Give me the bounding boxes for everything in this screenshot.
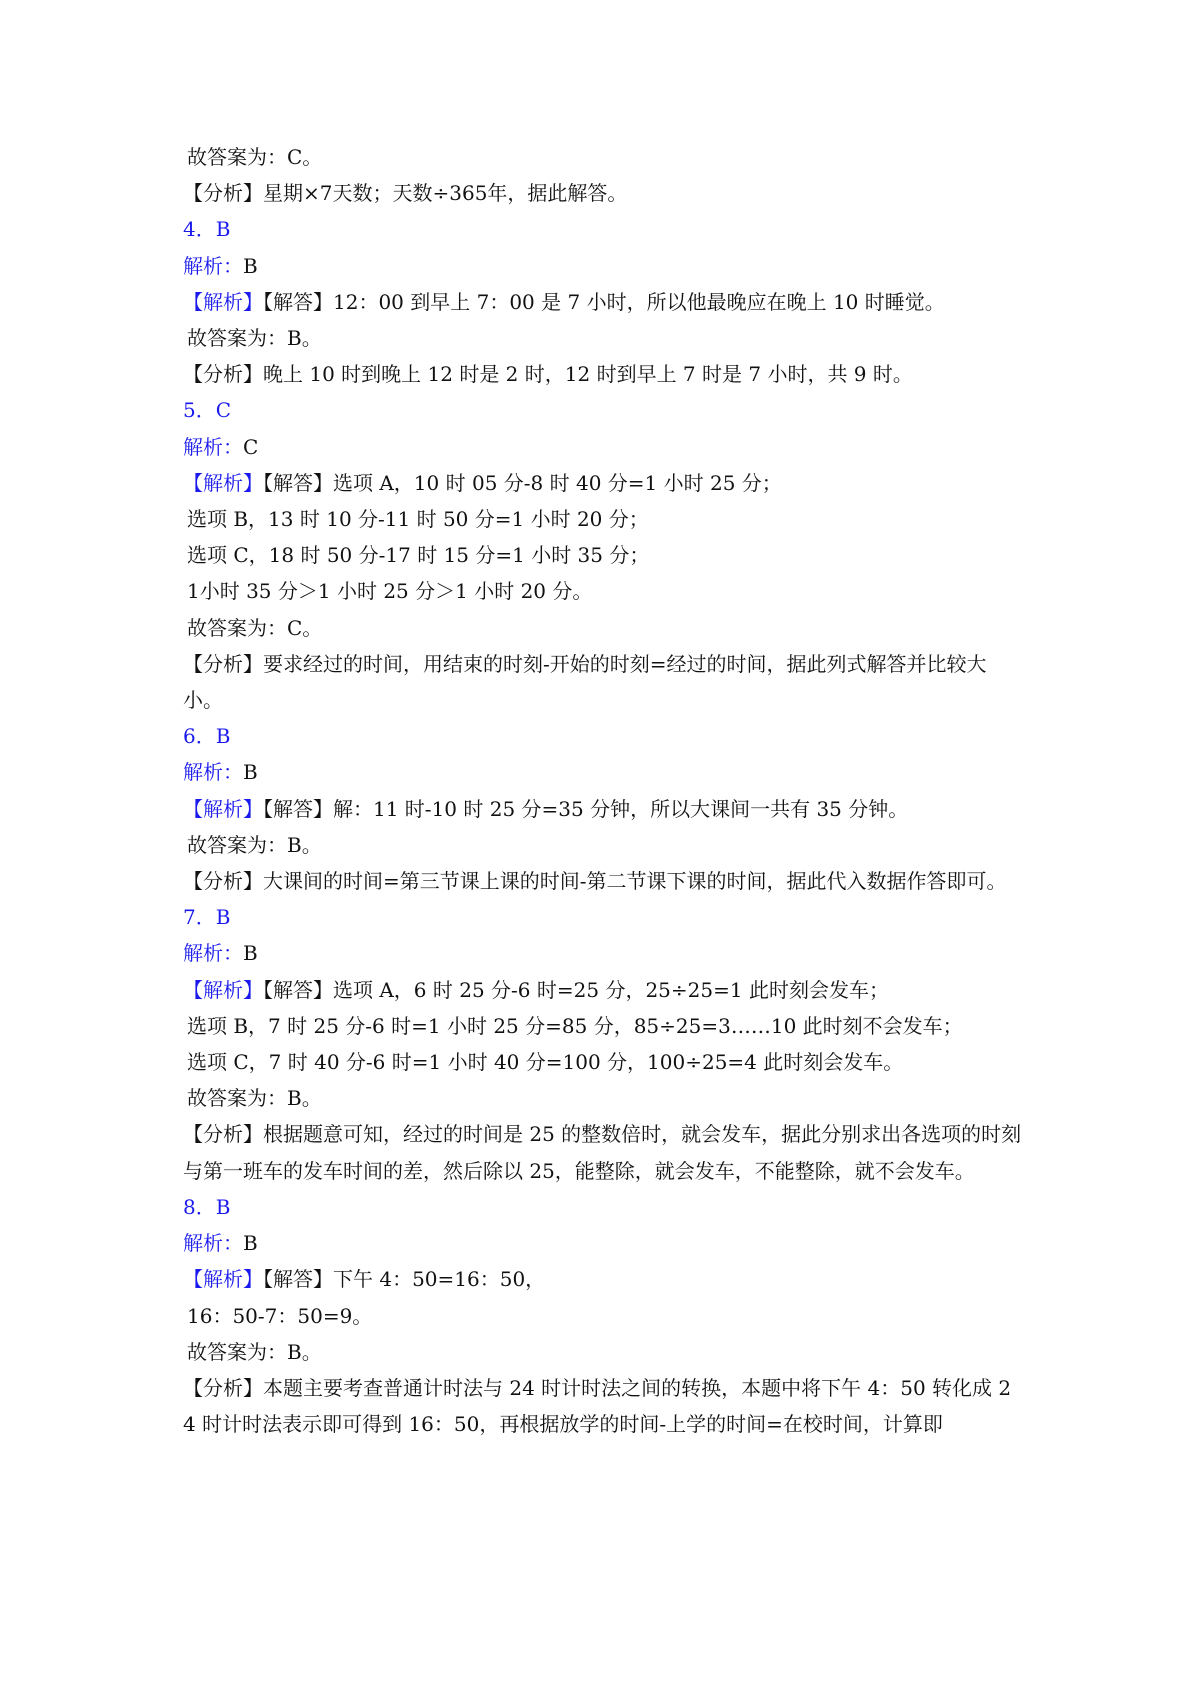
text-line: 【分析】本题主要考查普通计时法与 24 时计时法之间的转换，本题中将下午 4：50 转化成 24 时计时法表示即可得到 16：50，再根据放学的时间-上学的时间=在校时间，计算即	[183, 1375, 1012, 1437]
jiexi-line	[183, 429, 1023, 465]
text-line: 选项 B，7 时 25 分-6 时=1 小时 25 分=85 分，85÷25=3……10 此时刻不会发车；	[187, 1013, 963, 1038]
text-line: 故答案为：B。	[187, 1086, 322, 1111]
text-line: 选项 C，18 时 50 分-17 时 15 分=1 小时 35 分；	[187, 543, 650, 568]
text-line: 故答案为：C。	[187, 145, 323, 169]
solution-text: 【解答】选项 A，10 时 05 分-8 时 40 分=1 小时 25 分；	[263, 470, 782, 495]
text-line: 选项 C，7 时 40 分-6 时=1 小时 40 分=100 分，100÷25=4 此时刻会发车。	[187, 1050, 904, 1075]
solution-text: 【解答】下午 4：50=16：50，	[263, 1267, 546, 1292]
jiexi-label: 解析：	[183, 760, 243, 785]
text-line: 【分析】晚上 10 时到晚上 12 时是 2 时，12 时到早上 7 时是 7 小时，共 9 时。	[183, 362, 913, 387]
jiexi-value: B	[243, 941, 258, 966]
jiexi-line	[183, 754, 1023, 790]
question-number: 4．B	[183, 217, 231, 242]
jiexi-tag: 【解析】	[183, 1267, 263, 1292]
jiexi-line	[183, 935, 1023, 971]
text-line: 故答案为：B。	[187, 832, 322, 857]
jiexi-label: 解析：	[183, 434, 243, 459]
answer-content	[183, 139, 1023, 1442]
jiexi-line	[183, 1225, 1023, 1261]
question-number: 7．B	[183, 905, 231, 930]
jiexi-tag: 【解析】	[183, 470, 263, 495]
question-number: 5．C	[183, 398, 232, 423]
jiexi-value: B	[243, 760, 258, 785]
jiexi-label: 解析：	[183, 253, 243, 278]
jiexi-label: 解析：	[183, 941, 243, 966]
text-line: 故答案为：C。	[187, 615, 323, 640]
question-number: 8．B	[183, 1194, 231, 1219]
solution-line	[183, 1261, 1023, 1297]
text-line: 【分析】根据题意可知，经过的时间是 25 的整数倍时，就会发车，据此分别求出各选项的时刻与第一班车的发车时间的差，然后除以 25，能整除，就会发车，不能整除，就不会发车。	[183, 1122, 1022, 1183]
solution-text: 【解答】12：00 到早上 7：00 是 7 小时，所以他最晚应在晚上 10 时睡觉。	[263, 289, 945, 314]
solution-line	[183, 284, 1023, 320]
text-line: 【分析】星期×7天数；天数÷365年，据此解答。	[183, 181, 628, 206]
solution-line	[183, 972, 1023, 1008]
jiexi-line	[183, 248, 1023, 284]
solution-text: 【解答】选项 A，6 时 25 分-6 时=25 分，25÷25=1 此时刻会发车；	[263, 977, 889, 1002]
jiexi-tag: 【解析】	[183, 796, 263, 821]
jiexi-tag: 【解析】	[183, 289, 263, 314]
text-line: 16：50-7：50=9。	[187, 1303, 373, 1328]
jiexi-label: 解析：	[183, 1231, 243, 1256]
text-line: 故答案为：B。	[187, 1339, 322, 1364]
text-line: 1小时 35 分＞1 小时 25 分＞1 小时 20 分。	[187, 579, 593, 604]
text-line: 故答案为：B。	[187, 326, 322, 351]
text-line: 选项 B，13 时 10 分-11 时 50 分=1 小时 20 分；	[187, 507, 649, 532]
jiexi-tag: 【解析】	[183, 977, 263, 1002]
solution-line	[183, 791, 1023, 827]
solution-line	[183, 465, 1023, 501]
text-line: 【分析】要求经过的时间，用结束的时刻-开始的时刻=经过的时间，据此列式解答并比较大小。	[183, 651, 987, 713]
jiexi-value: B	[243, 253, 258, 278]
text-line: 【分析】大课间的时间=第三节课上课的时间-第二节课下课的时间，据此代入数据作答即可。	[183, 869, 1007, 894]
question-number: 6．B	[183, 724, 231, 749]
jiexi-value: C	[243, 434, 259, 459]
solution-text: 【解答】解：11 时-10 时 25 分=35 分钟，所以大课间一共有 35 分钟。	[263, 796, 909, 821]
jiexi-value: B	[243, 1231, 258, 1256]
